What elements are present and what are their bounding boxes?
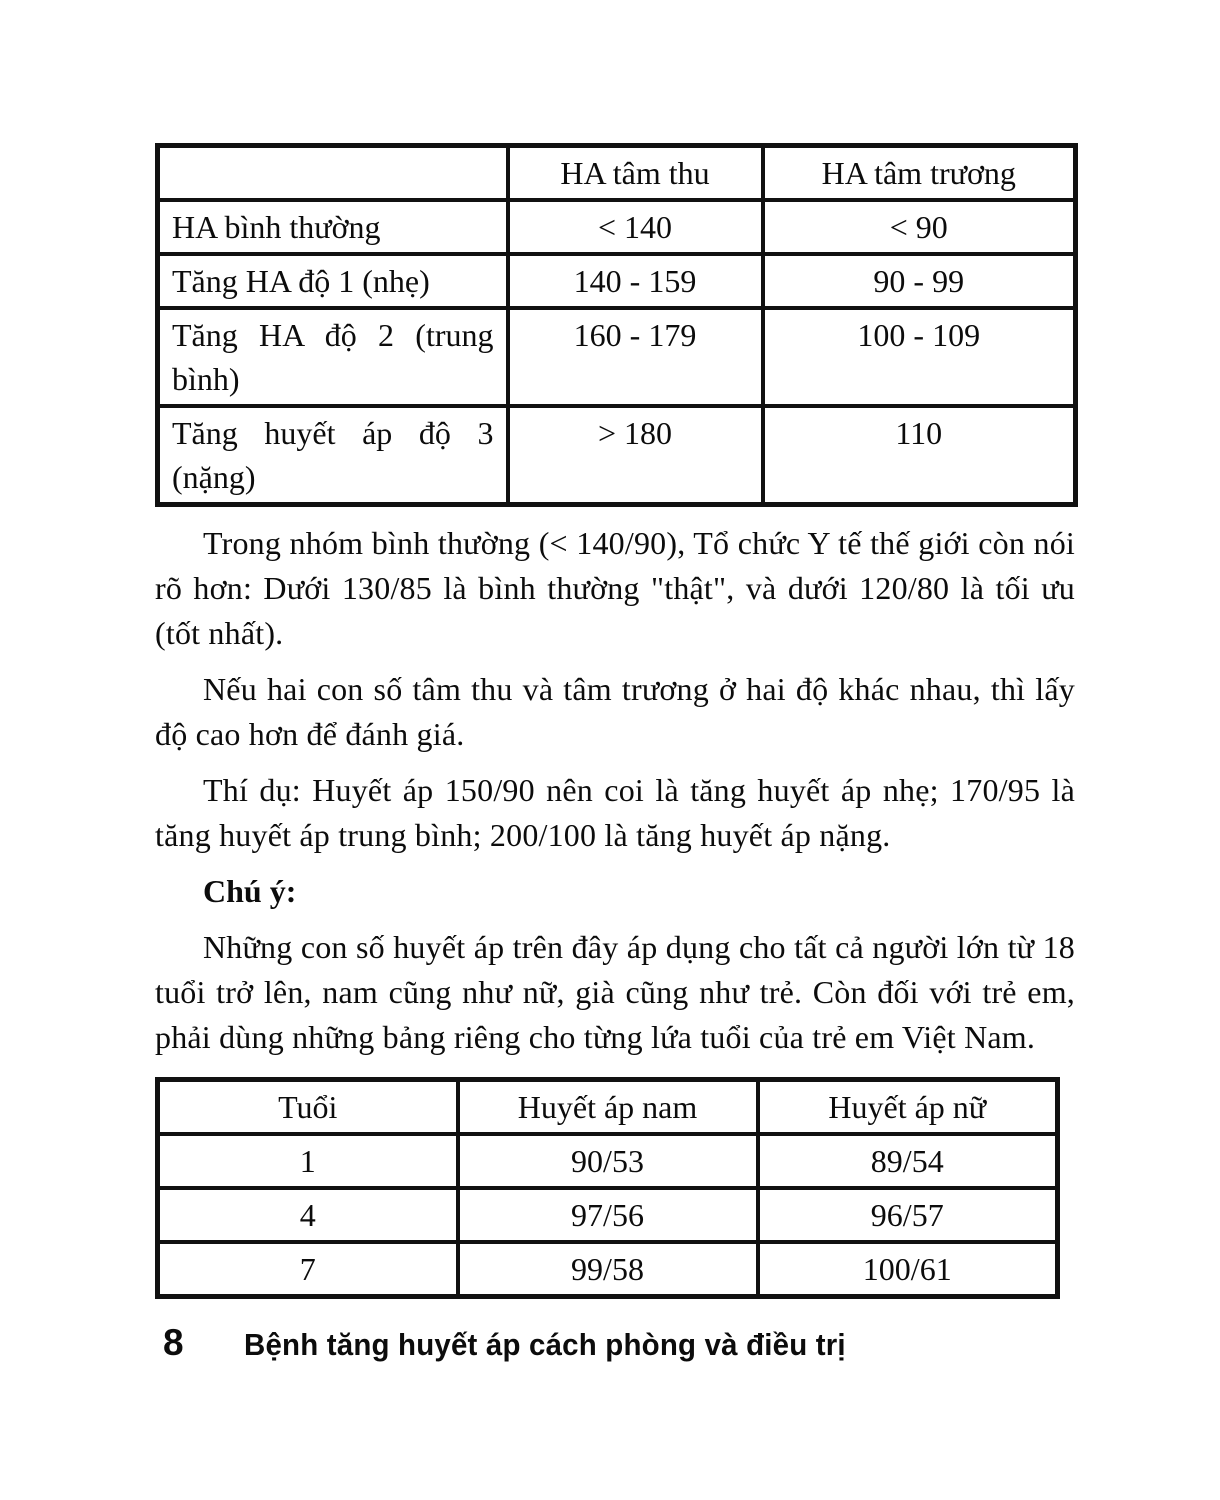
cell-systolic: > 180: [508, 406, 763, 505]
table-row-grade1: [158, 254, 1076, 308]
paragraph-adults-children: Những con số huyết áp trên đây áp dụng cho tất cả người lớn từ 18 tuổi trở lên, nam cũng như nữ, già cũng như trẻ. Còn đối với trẻ em, phải dùng những bảng riêng cho từng lứa tuổi của trẻ em Việt Nam.: [155, 929, 1075, 1055]
table-row-age-4: [158, 1188, 1058, 1242]
table-row-normal: [158, 200, 1076, 254]
cell-male-bp: 97/56: [458, 1188, 758, 1242]
table-header-row: [158, 1080, 1058, 1135]
table-row-grade3: [158, 406, 1076, 505]
header-cell-systolic: HA tâm thu: [508, 146, 763, 201]
header-cell-female-bp: Huyết áp nữ: [758, 1080, 1058, 1135]
cell-female-bp: 96/57: [758, 1188, 1058, 1242]
cell-systolic: < 140: [508, 200, 763, 254]
cell-label: Tăng huyết áp độ 3 (nặng): [158, 406, 508, 505]
page-number: 8: [163, 1322, 184, 1363]
cell-label: Tăng HA độ 1 (nhẹ): [158, 254, 508, 308]
cell-female-bp: 89/54: [758, 1134, 1058, 1188]
cell-diastolic: < 90: [763, 200, 1076, 254]
cell-diastolic: 110: [763, 406, 1076, 505]
header-cell-age: Tuổi: [158, 1080, 458, 1135]
cell-age: 7: [158, 1242, 458, 1297]
bp-classification-table: [155, 143, 1078, 507]
paragraph-examples: Thí dụ: Huyết áp 150/90 nên coi là tăng huyết áp nhẹ; 170/95 là tăng huyết áp trung bình; 200/100 là tăng huyết áp nặng.: [155, 772, 1075, 853]
header-cell-empty: [158, 146, 508, 201]
cell-diastolic: 90 - 99: [763, 254, 1076, 308]
cell-female-bp: 100/61: [758, 1242, 1058, 1297]
cell-label: Tăng HA độ 2 (trung bình): [158, 308, 508, 406]
cell-label: HA bình thường: [158, 200, 508, 254]
cell-diastolic: 100 - 109: [763, 308, 1076, 406]
cell-systolic: 140 - 159: [508, 254, 763, 308]
cell-male-bp: 90/53: [458, 1134, 758, 1188]
paragraph-two-grades-rule: Nếu hai con số tâm thu và tâm trương ở hai độ khác nhau, thì lấy độ cao hơn để đánh giá.: [155, 671, 1075, 752]
table-row-age-7: [158, 1242, 1058, 1297]
children-bp-table: [155, 1077, 1060, 1299]
page-content: [155, 143, 1075, 1299]
running-book-title: Bệnh tăng huyết áp cách phòng và điều trị: [243, 1327, 846, 1362]
note-heading: Chú ý:: [203, 873, 297, 909]
header-cell-diastolic: HA tâm trương: [763, 146, 1076, 201]
table-row-age-1: [158, 1134, 1058, 1188]
cell-age: 1: [158, 1134, 458, 1188]
paragraph-who-normal: Trong nhóm bình thường (< 140/90), Tổ chức Y tế thế giới còn nói rõ hơn: Dưới 130/85 là bình thường "thật", và dưới 120/80 là tối ưu (tốt nhất).: [155, 525, 1075, 651]
cell-male-bp: 99/58: [458, 1242, 758, 1297]
table-row-grade2: [158, 308, 1076, 406]
header-cell-male-bp: Huyết áp nam: [458, 1080, 758, 1135]
table-header-row: [158, 146, 1076, 201]
cell-age: 4: [158, 1188, 458, 1242]
page-footer: [163, 1322, 877, 1364]
cell-systolic: 160 - 179: [508, 308, 763, 406]
